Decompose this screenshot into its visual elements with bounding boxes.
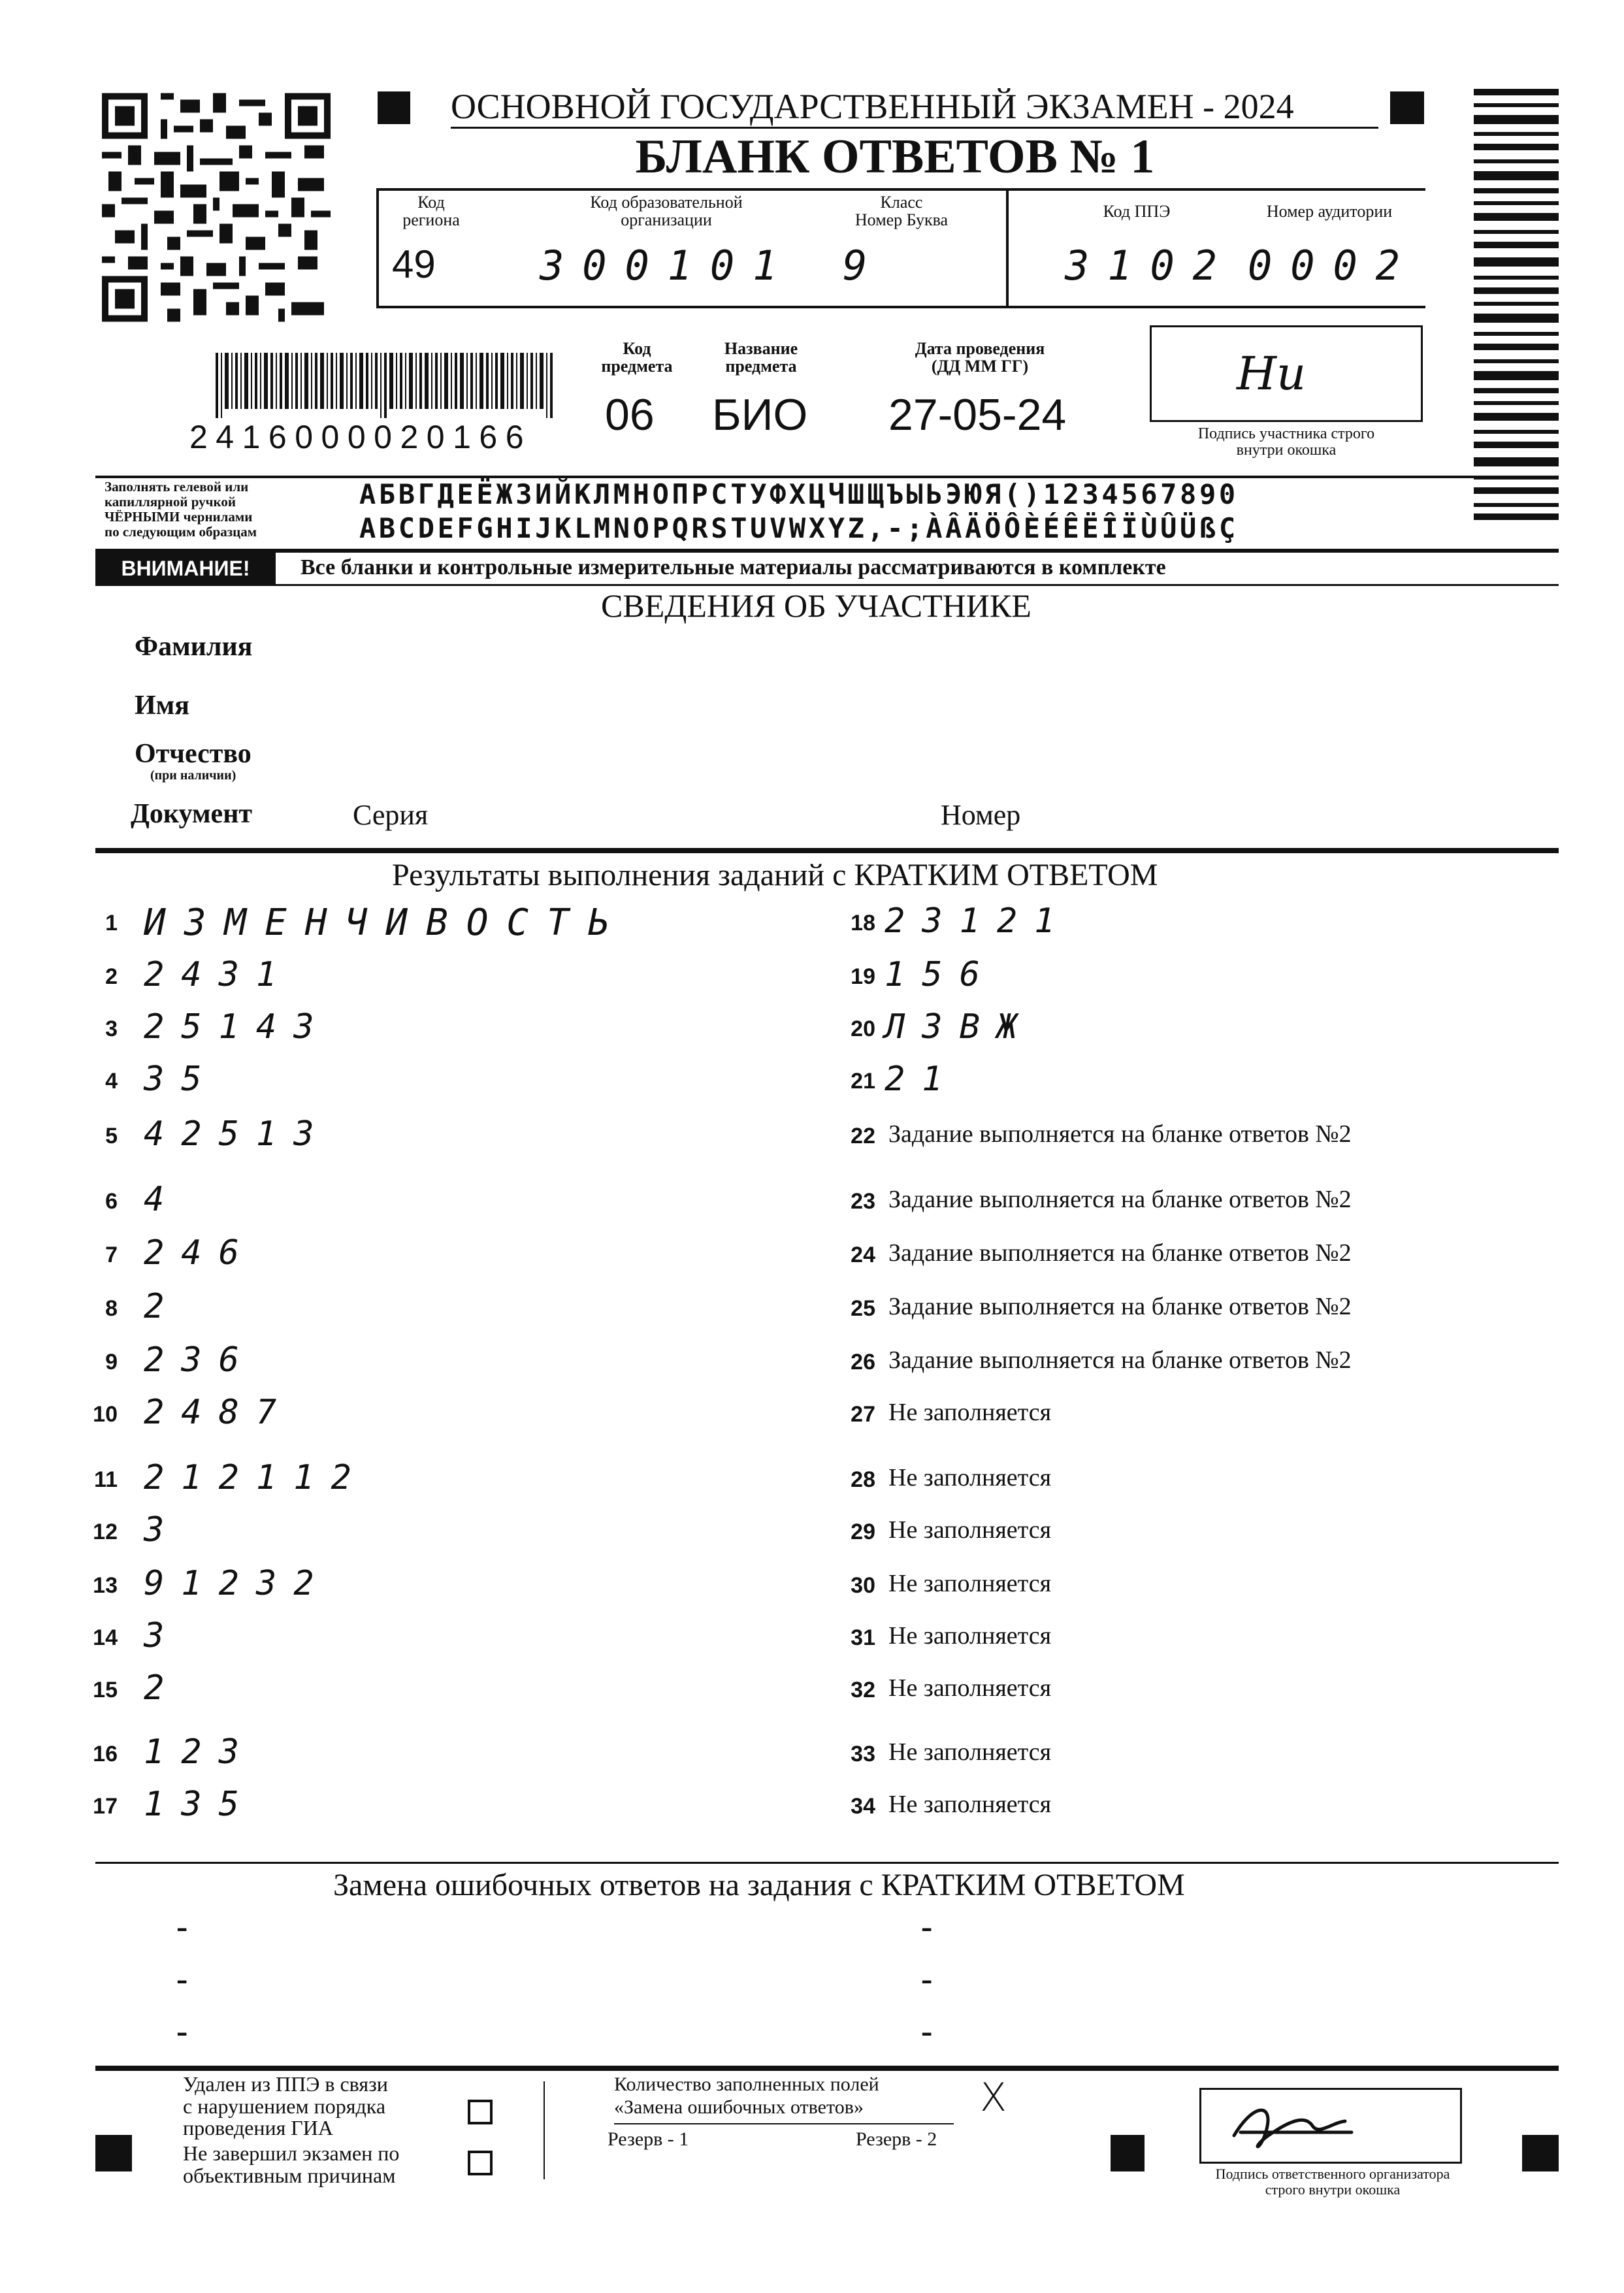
count-underline	[614, 2123, 954, 2124]
header-box-top	[376, 188, 1425, 191]
participant-bottom-rule	[95, 848, 1559, 853]
header-box-divider	[1006, 188, 1009, 308]
org-label: Код образовательной организации	[590, 193, 743, 230]
region-label: Код региона	[402, 193, 460, 230]
form-title: БЛАНК ОТВЕТОВ № 1	[635, 130, 1155, 184]
removed-checkbox[interactable]	[468, 2100, 493, 2124]
subject-name-value: БИО	[712, 390, 808, 440]
count-label: Количество заполненных полей «Замена ошибочных ответов»	[614, 2073, 879, 2118]
patronymic-note: (при наличии)	[150, 768, 236, 783]
not-finished-checkbox[interactable]	[468, 2151, 493, 2175]
replacement-dash[interactable]: -	[176, 2013, 188, 2050]
name-label: Имя	[135, 691, 189, 721]
date-label: Дата проведения (ДД ММ ГГ)	[915, 339, 1045, 376]
corner-marker-bottom-mid	[1111, 2135, 1145, 2171]
removed-label: Удален из ППЭ в связи с нарушением порядка проведения ГИА	[183, 2072, 388, 2140]
header-box-bottom	[376, 306, 1425, 308]
not-finished-label: Не завершил экзамен по объективным причинам	[183, 2141, 400, 2187]
class-value: 9	[843, 242, 886, 289]
results-section-title: Результаты выполнения заданий с КРАТКИМ ОТВЕТОМ	[392, 858, 1158, 892]
org-value: 300101	[540, 242, 796, 289]
replacement-top-rule	[95, 1862, 1559, 1864]
room-label: Номер аудитории	[1266, 202, 1393, 221]
class-label: Класс Номер Буква	[854, 193, 949, 230]
series-label: Серия	[353, 799, 429, 831]
region-value: 49	[392, 242, 436, 286]
date-value: 27-05-24	[888, 390, 1067, 440]
replacement-dash[interactable]: -	[176, 1908, 188, 1945]
results-left-column: 1 ИЗМЕНЧИВОСТЬ 2 2431 3 25143 4 35 5 42513 6 4 7 246 8 2 9 236 10 2487 11 212112 12 3 13 91232 14 3 15 2 16 123 17 135	[93, 902, 628, 1824]
barcode-number: 2416000020166	[189, 419, 532, 455]
footer-top-rule	[95, 2066, 1559, 2071]
replacement-section-title: Замена ошибочных ответов на задания с КРАТКИМ ОТВЕТОМ	[333, 1868, 1185, 1902]
corner-marker-bottom-right	[1522, 2135, 1559, 2171]
sample-instruction: Заполнять гелевой или капиллярной ручкой ЧЁРНЫМИ чернилами по следующим образцам	[105, 479, 257, 540]
document-label: Документ	[131, 799, 253, 829]
replacement-dash[interactable]: -	[921, 1908, 933, 1945]
corner-marker-bottom-left	[95, 2135, 132, 2171]
subject-code-label: Код предмета	[601, 339, 673, 376]
organizer-signature	[1227, 2096, 1358, 2155]
subject-code-value: 06	[605, 390, 655, 440]
reserve-1: Резерв - 1	[608, 2128, 689, 2150]
footer-divider	[544, 2081, 545, 2179]
results-right-column: 18 23121 19 156 20 Л3ВЖ 21 21 22 Задание выполняется на бланке ответов №2 23 Задание выполняется на бланке ответов №2 24 Задание выполняется на бланке ответов №2 25 Задание выполняется на бланке ответов №2 26 Задание выполняется на бланке ответов №2 27 Не заполняется 28 Не заполняется 29 Не заполняется 30 Не заполняется 31 Не заполняется 32 Не заполняется 33 Не заполняется 34 Не заполняется	[851, 902, 1352, 1819]
attention-bottom-rule	[95, 584, 1559, 586]
subject-name-label: Название предмета	[724, 339, 798, 376]
exam-title-underline	[451, 127, 1378, 129]
signature-caption: Подпись участника строго внутри окошка	[1197, 425, 1375, 459]
side-barcode	[1474, 89, 1559, 520]
participant-signature-box[interactable]	[1150, 325, 1423, 422]
ppe-value: 3102	[1065, 242, 1235, 289]
exam-title: ОСНОВНОЙ ГОСУДАРСТВЕННЫЙ ЭКЗАМЕН - 2024	[451, 87, 1294, 126]
attention-badge: ВНИМАНИЕ!	[95, 553, 276, 584]
corner-marker-top-right	[1390, 91, 1424, 124]
corner-marker-top-left	[378, 91, 410, 124]
reserve-2: Резерв - 2	[856, 2128, 937, 2150]
participant-section-title: СВЕДЕНИЯ ОБ УЧАСТНИКЕ	[601, 587, 1031, 624]
replacement-dash[interactable]: -	[921, 2013, 933, 2050]
room-value: 0002	[1248, 242, 1418, 289]
ppe-label: Код ППЭ	[1103, 202, 1171, 221]
participant-signature: Hu	[1237, 347, 1307, 400]
organizer-signature-box[interactable]	[1199, 2088, 1462, 2164]
surname-label: Фамилия	[135, 632, 253, 662]
organizer-caption: Подпись ответственного организатора строго внутри окошка	[1215, 2166, 1450, 2198]
sample-row-cyrillic: АБВГДЕЁЖЗИЙКЛМНОПРСТУФХЦЧШЩЪЫЬЭЮЯ()1234567890	[359, 478, 1239, 510]
replacement-dash[interactable]: -	[921, 1960, 933, 1998]
attention-text: Все бланки и контрольные измерительные материалы рассматриваются в комплекте	[300, 555, 1166, 579]
count-value[interactable]: X	[980, 2075, 1007, 2121]
sample-row-latin: ABCDEFGHIJKLMNOPQRSTUVWXYZ,-;ÀÂÄÖÔÈÉÊËÎÏÙÛÜßÇ	[359, 512, 1239, 544]
attention-top-rule	[95, 549, 1559, 553]
replacement-dash[interactable]: -	[176, 1960, 188, 1998]
number-label: Номер	[941, 799, 1021, 831]
patronymic-label: Отчество	[135, 739, 252, 769]
qr-code	[102, 91, 331, 323]
form-barcode	[216, 353, 555, 418]
